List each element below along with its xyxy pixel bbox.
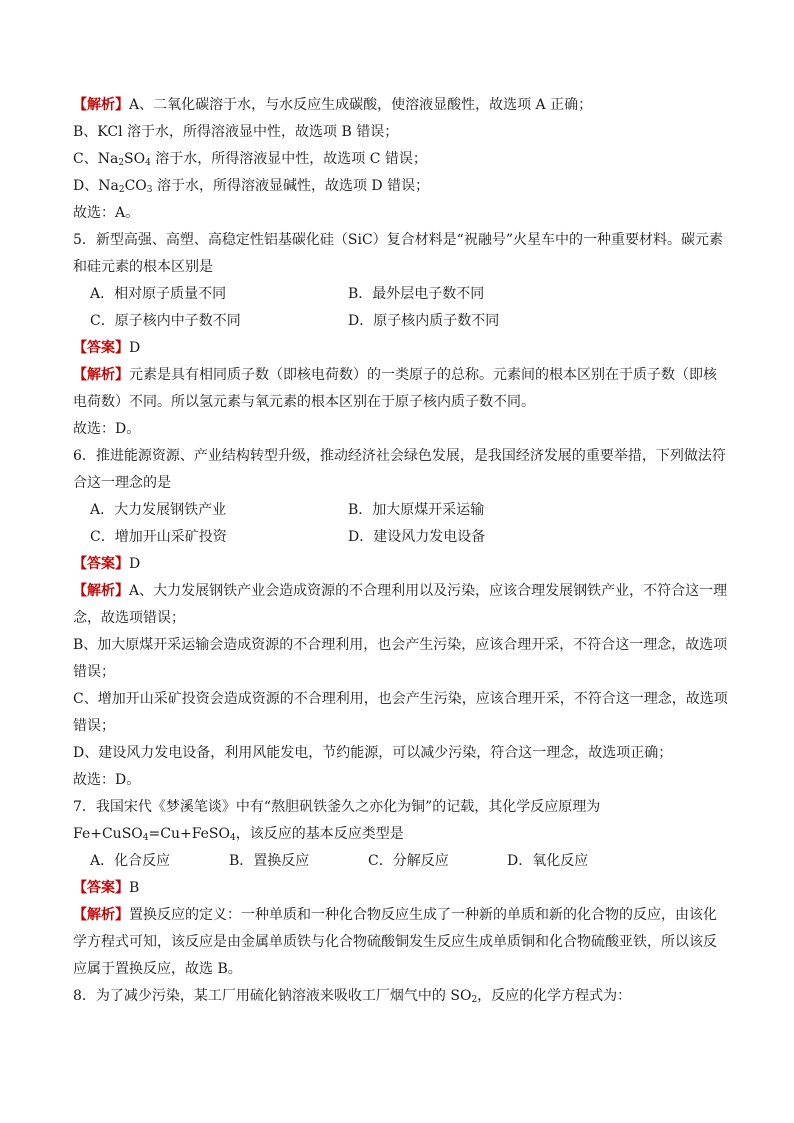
q6-analysis-a1: 【解析】A、大力发展钢铁产业会造成资源的不合理利用以及污染，应该合理发展钢铁产业，不符合这一理 xyxy=(73,583,728,599)
answer-tag: 【答案】 xyxy=(73,880,129,896)
q6-analysis-d1: D、建设风力发电设备，利用风能发电，节约能源，可以减少污染，符合这一理念，故选项正确； xyxy=(73,745,673,761)
q5-option-a: A．相对原子质量不同 xyxy=(90,286,227,302)
q6-analysis-c2: 错误； xyxy=(73,718,115,734)
q4-analysis-b: B、KCl 溶于水，所得溶液显中性，故选项 B 错误； xyxy=(73,124,399,140)
answer-tag: 【答案】 xyxy=(73,556,129,572)
q5-option-c: C．原子核内中子数不同 xyxy=(90,313,241,329)
q6-stem-line1: 6．推进能源资源、产业结构转型升级，推动经济社会绿色发展，是我国经济发展的重要举措，下列做法符 xyxy=(73,448,726,464)
q5-analysis-line1: 【解析】元素是具有相同质子数（即核电荷数）的一类原子的总称。元素间的根本区别在于质子数（即核 xyxy=(73,367,717,383)
q5-conclusion: 故选：D。 xyxy=(73,421,141,437)
q7-equation-line: Fe+CuSO$_4$=Cu+FeSO$_4$，该反应的基本反应类型是 xyxy=(73,826,404,843)
q6-stem-line2: 合这一理念的是 xyxy=(73,475,171,491)
q6-options-row1 xyxy=(73,497,723,524)
q5-answer xyxy=(73,335,723,362)
analysis-text: A、二氧化碳溶于水，与水反应生成碳酸，使溶液显酸性，故选项 A 正确； xyxy=(129,97,593,113)
q4-analysis-d: D、$Na_2CO_3$ 溶于水，所得溶液显碱性，故选项 D 错误； xyxy=(73,178,430,195)
q7-option-a: A．化合反应 xyxy=(90,853,171,869)
analysis-tag: 【解析】 xyxy=(73,367,129,383)
q5-options-row2 xyxy=(73,308,723,335)
q8-stem: 8．为了减少污染，某工厂用硫化钠溶液来吸收工厂烟气中的 $SO_2$，反应的化学方程式为： xyxy=(73,988,632,1005)
q7-analysis-line1: 【解析】置换反应的定义：一种单质和一种化合物反应生成了一种新的单质和新的化合物的反应，由该化 xyxy=(73,907,717,923)
q6-option-a: A．大力发展钢铁产业 xyxy=(90,502,227,518)
q6-option-d: D．建设风力发电设备 xyxy=(348,529,486,545)
q7-options-row xyxy=(73,848,723,875)
q5-option-b: B．最外层电子数不同 xyxy=(348,286,485,302)
q6-conclusion: 故选：D。 xyxy=(73,772,141,788)
q4-analysis-a xyxy=(73,92,723,119)
q6-analysis-c1: C、增加开山采矿投资会造成资源的不合理利用，也会产生污染，应该合理开采，不符合这一理念，故选项 xyxy=(73,691,728,707)
answer-value: B xyxy=(129,880,140,896)
q5-stem-line1: 5．新型高强、高塑、高稳定性铝基碳化硅（SiC）复合材料是“祝融号”火星车中的一种重要材料。碳元素 xyxy=(73,232,723,248)
q4-conclusion: 故选：A。 xyxy=(73,205,140,221)
q7-stem-line1: 7．我国宋代《梦溪笔谈》中有“熬胆矾铁釜久之亦化为铜”的记载，其化学反应原理为 xyxy=(73,799,601,815)
q7-option-d: D．氧化反应 xyxy=(507,853,589,869)
q6-answer xyxy=(73,551,723,578)
q7-analysis-line2: 学方程式可知，该反应是由金属单质铁与化合物硫酸铜发生反应生成单质铜和化合物硫酸亚铁，所以该反 xyxy=(73,934,717,950)
q5-option-d: D．原子核内质子数不同 xyxy=(348,313,500,329)
analysis-tag: 【解析】 xyxy=(73,97,129,113)
q7-option-b: B．置换反应 xyxy=(229,853,310,869)
q6-option-c: C．增加开山采矿投资 xyxy=(90,529,227,545)
q6-analysis-b1: B、加大原煤开采运输会造成资源的不合理利用，也会产生污染，应该合理开采，不符合这一理念，故选项 xyxy=(73,637,728,653)
analysis-tag: 【解析】 xyxy=(73,907,129,923)
document-body xyxy=(73,92,728,1010)
answer-value: D xyxy=(129,556,141,572)
q6-options-row2 xyxy=(73,524,723,551)
analysis-tag: 【解析】 xyxy=(73,583,129,599)
q4-analysis-c: C、$Na_2SO_4$ 溶于水，所得溶液显中性，故选项 C 错误； xyxy=(73,151,427,168)
answer-tag: 【答案】 xyxy=(73,340,129,356)
q7-analysis-line3: 应属于置换反应，故选 B。 xyxy=(73,961,242,977)
answer-value: D xyxy=(129,340,141,356)
q5-options-row1 xyxy=(73,281,723,308)
q7-option-c: C．分解反应 xyxy=(368,853,449,869)
q6-analysis-b2: 错误； xyxy=(73,664,115,680)
q5-stem-line2: 和硅元素的根本区别是 xyxy=(73,259,213,275)
q6-analysis-a2: 念，故选项错误； xyxy=(73,610,185,626)
q5-analysis-line2: 电荷数）不同。所以氢元素与氧元素的根本区别在于原子核内质子数不同。 xyxy=(73,394,535,410)
q7-answer xyxy=(73,875,723,902)
q6-option-b: B．加大原煤开采运输 xyxy=(348,502,485,518)
